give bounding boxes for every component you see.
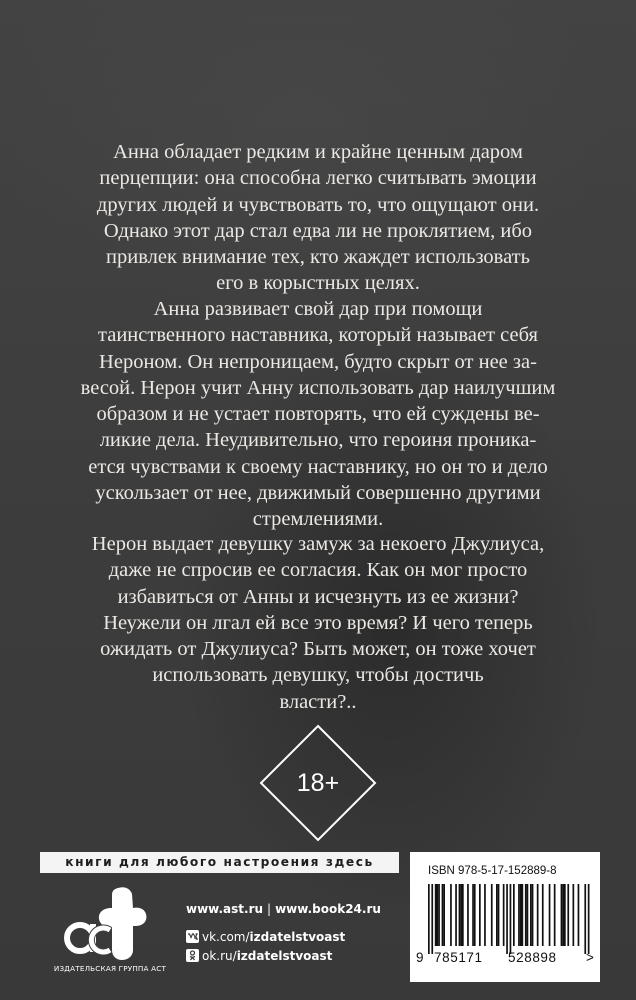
publisher-caption: ИЗДАТЕЛЬСКАЯ ГРУППА АСТ <box>53 964 167 973</box>
blurb-line: избавиться от Анны и исчезнуть из ее жизни? <box>117 585 519 608</box>
blurb-line: ется чувствами к своему наставнику, но он то и дело <box>88 455 548 478</box>
barcode-bar <box>564 884 566 946</box>
blurb-line: весой. Нерон учит Анну использовать дар наилучшим <box>80 376 556 399</box>
barcode-bar <box>588 884 590 954</box>
age-rating-label: 18+ <box>296 769 340 797</box>
barcode-bar <box>561 884 563 946</box>
barcode-bar <box>549 884 551 946</box>
ok-icon <box>186 949 199 962</box>
blurb-line: Нероном. Он непроницаем, будто скрыт от нее за- <box>99 350 537 373</box>
barcode-panel <box>410 852 600 982</box>
blurb-paragraph-3 <box>70 531 566 715</box>
vk-handle: izdatelstvoast <box>249 930 346 944</box>
link-separator: | <box>267 902 272 916</box>
barcode-bar <box>438 884 440 946</box>
barcode-bar <box>435 884 437 946</box>
blurb-line: ускользает от нее, движимый совершенно другими <box>95 482 541 505</box>
barcode-bar <box>562 884 564 946</box>
barcode-bar <box>530 884 532 946</box>
blurb-line: ликие дела. Неудивительно, что героиня проника- <box>99 429 537 452</box>
barcode-bar <box>484 884 486 946</box>
publisher-logo <box>52 884 168 982</box>
barcode-bar <box>520 884 522 946</box>
barcode-right-digits: 528898 <box>508 950 557 965</box>
barcode-bar <box>554 884 556 946</box>
barcode-bar <box>573 884 575 946</box>
blurb-line: Анна развивает свой дар при помощи <box>153 298 483 320</box>
ast-logo-icon <box>52 884 168 964</box>
barcode-bar <box>479 884 481 946</box>
blurb-line: даже не спросив ее согласия. Как он мог просто <box>108 559 528 582</box>
barcode-bar <box>584 884 586 954</box>
blurb-line: Анна обладает редким и крайне ценным даром <box>113 141 523 163</box>
barcode-bar <box>442 884 444 946</box>
social-link-vk[interactable] <box>186 929 345 946</box>
blurb-line: Нерон выдает девушку замуж за некоего Джулиуса, <box>91 533 545 555</box>
website-link-ast[interactable]: www.ast.ru <box>186 902 264 916</box>
barcode-bar <box>431 884 433 954</box>
barcode-bar <box>496 884 498 946</box>
isbn-number: ISBN 978-5-17-152889-8 <box>428 865 557 877</box>
vk-icon <box>186 930 199 943</box>
barcode-bar <box>527 884 529 946</box>
barcode-bar <box>460 884 462 946</box>
barcode-bar <box>503 884 505 946</box>
barcode-bar <box>532 884 534 946</box>
barcode-quiet-mark: > <box>586 950 595 965</box>
barcode-bar <box>513 884 515 946</box>
blurb-line: использовать девушку, чтобы достичь <box>152 664 484 687</box>
website-link-book24[interactable]: www.book24.ru <box>275 902 381 916</box>
vk-prefix: vk.com/ <box>202 930 250 944</box>
blurb-line: привлек внимание тех, кто жаждет использовать <box>106 246 530 269</box>
barcode-bar <box>467 884 469 946</box>
barcode-bar <box>462 884 464 946</box>
barcode-left-digits: 785171 <box>434 950 483 965</box>
blurb-line: Однако этот дар стал едва ли не проклятием, ибо <box>103 219 533 242</box>
barcode-bar <box>506 884 508 954</box>
barcode-bar <box>498 884 500 946</box>
blurb-line: других людей и чувствовать то, что ощущают они. <box>96 193 540 216</box>
social-link-ok[interactable] <box>186 948 332 965</box>
blurb-line: ожидать от Джулиуса? Быть может, он тоже хочет <box>100 638 536 661</box>
blurb-line: его в корыстных целях. <box>216 272 420 295</box>
publisher-websites <box>186 902 381 916</box>
barcode-bar <box>474 884 476 946</box>
barcode-bar <box>437 884 439 946</box>
barcode-bar <box>537 884 539 946</box>
barcode-lead-digit: 9 <box>416 950 425 965</box>
ok-handle: izdatelstvoast <box>236 949 333 963</box>
barcode-bar <box>491 884 493 946</box>
blurb-line: стремлениями. <box>252 508 384 531</box>
ok-prefix: ok.ru/ <box>202 949 237 963</box>
barcode-bar <box>472 884 474 946</box>
blurb-line: власти?.. <box>279 690 357 713</box>
barcode-bar <box>428 884 430 954</box>
barcode-bar <box>522 884 524 946</box>
barcode-bar <box>455 884 457 946</box>
barcode-bar <box>525 884 527 946</box>
barcode-bar <box>578 884 580 946</box>
blurb-paragraph-1 <box>70 139 566 297</box>
barcode-bar <box>443 884 445 946</box>
blurb-line: перцепции: она способна легко считывать эмоции <box>99 167 537 190</box>
barcode-bar <box>518 884 520 946</box>
barcode-bar <box>567 884 569 946</box>
barcode-bar <box>450 884 452 946</box>
barcode-bar <box>542 884 544 946</box>
barcode-bar <box>459 884 461 946</box>
barcode-bar <box>510 884 512 954</box>
blurb-line: Неужели он лгал ей все это время? И чего теперь <box>103 611 533 634</box>
blurb-line: таинственного наставника, который называет себя <box>98 324 538 347</box>
tagline-banner: книги для любого настроения здесь <box>40 852 399 873</box>
blurb-line: образом и не устает повторять, что ей суждены ве- <box>96 403 540 426</box>
blurb-paragraph-2 <box>70 296 566 533</box>
age-rating-badge <box>259 724 377 842</box>
